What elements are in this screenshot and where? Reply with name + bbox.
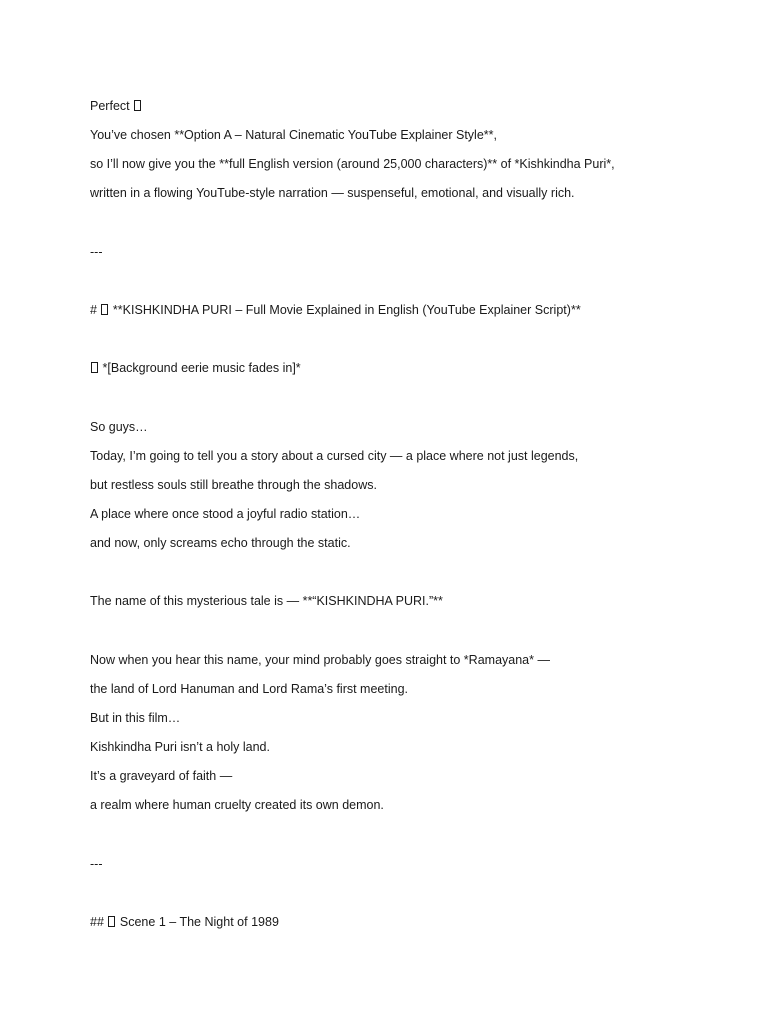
text-line bbox=[90, 354, 730, 383]
text-line: Now when you hear this name, your mind probably goes straight to *Ramayana* — bbox=[90, 652, 550, 667]
horizontal-rule-marker: --- bbox=[90, 244, 103, 259]
missing-glyph-icon bbox=[134, 100, 141, 111]
scene-heading-text: ## Scene 1 – The Night of 1989 bbox=[90, 914, 279, 929]
text-line bbox=[90, 92, 730, 121]
text-line: and now, only screams echo through the static. bbox=[90, 536, 351, 551]
text-line: Today, I’m going to tell you a story about a cursed city — a place where not just legends, bbox=[90, 448, 579, 463]
horizontal-rule-marker: --- bbox=[90, 856, 103, 871]
missing-glyph-icon bbox=[108, 916, 115, 927]
text-line: written in a flowing YouTube-style narration — suspenseful, emotional, and visually rich. bbox=[90, 186, 575, 201]
text-line: Kishkindha Puri isn’t a holy land. bbox=[90, 740, 270, 755]
blank-line bbox=[90, 267, 730, 296]
text-line: You’ve chosen **Option A – Natural Cinematic YouTube Explainer Style**, bbox=[90, 128, 497, 143]
heading-line bbox=[90, 296, 730, 325]
document-body bbox=[90, 92, 730, 937]
blank-line bbox=[90, 558, 730, 587]
text-line: The name of this mysterious tale is — **“KISHKINDHA PURI.”** bbox=[90, 594, 443, 609]
missing-glyph-icon bbox=[91, 362, 98, 373]
text-line: A place where once stood a joyful radio station… bbox=[90, 506, 361, 521]
text-line: But in this film… bbox=[90, 710, 181, 725]
text-line: the land of Lord Hanuman and Lord Rama’s first meeting. bbox=[90, 681, 409, 696]
scene-heading-line bbox=[90, 908, 730, 937]
text-line: It’s a graveyard of faith — bbox=[90, 769, 233, 784]
blank-line bbox=[90, 209, 730, 238]
stage-direction-text: *[Background eerie music fades in]* bbox=[90, 361, 301, 375]
missing-glyph-icon bbox=[101, 304, 108, 315]
blank-line bbox=[90, 617, 730, 646]
text-line: so I’ll now give you the **full English version (around 25,000 characters)** of *Kishkindha Puri*, bbox=[90, 157, 615, 172]
blank-line bbox=[90, 879, 730, 908]
text-line: So guys… bbox=[90, 419, 148, 434]
line-text: Perfect bbox=[90, 99, 142, 113]
blank-line bbox=[90, 383, 730, 412]
heading-text: # **KISHKINDHA PURI – Full Movie Explained in English (YouTube Explainer Script)** bbox=[90, 302, 581, 317]
text-line: but restless souls still breathe through the shadows. bbox=[90, 477, 377, 492]
blank-line bbox=[90, 325, 730, 354]
blank-line bbox=[90, 821, 730, 850]
text-line: a realm where human cruelty created its own demon. bbox=[90, 798, 384, 813]
